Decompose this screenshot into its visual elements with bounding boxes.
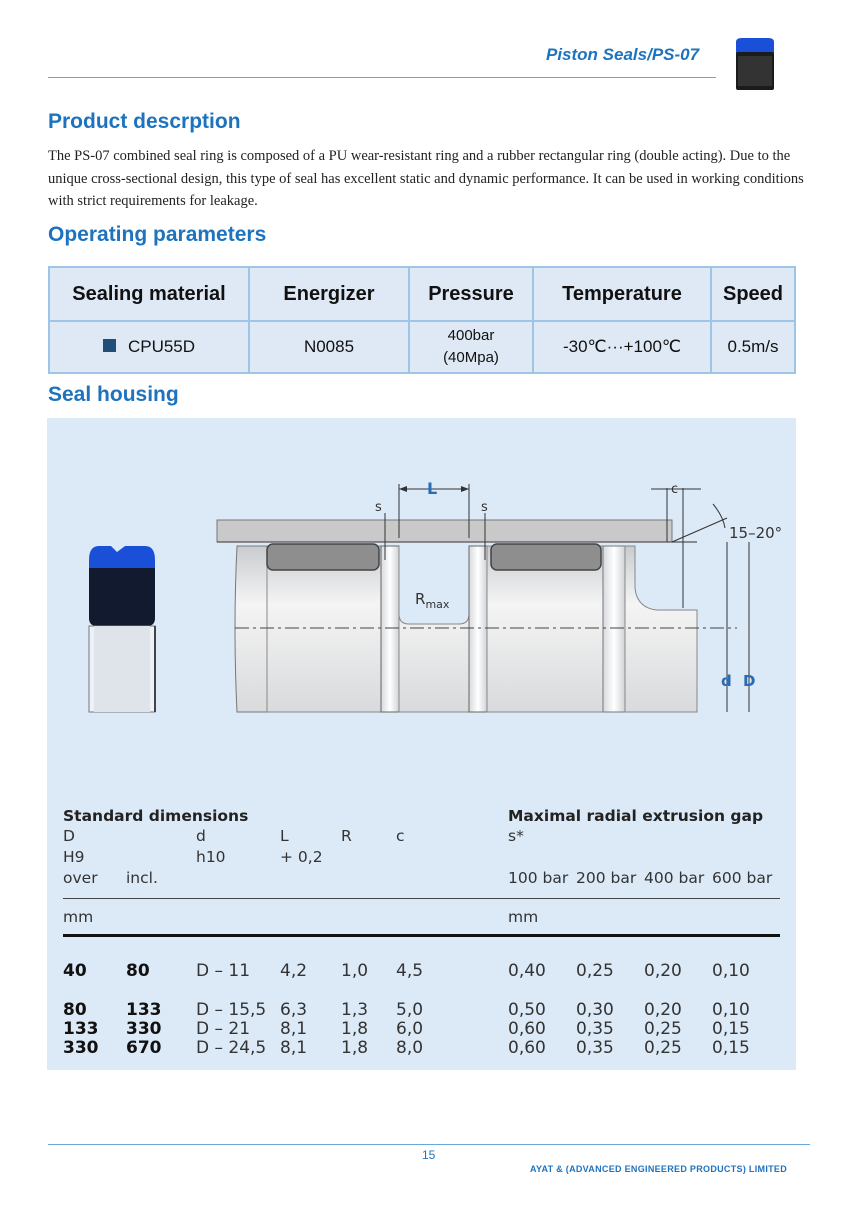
cell-temperature: -30℃···+100℃ — [533, 321, 711, 373]
description-text: The PS-07 combined seal ring is composed of a PU wear-resistant ring and a rubber rectangular ring (double acting). Due to the unique cross-sectional design, this type of seal has excellent static and dynamic performance. It can be used in working conditions with strict requirements for leakage. — [48, 148, 804, 209]
seal-profile-icon — [734, 36, 776, 92]
col-over: over — [63, 869, 98, 887]
header-temperature: Temperature — [533, 267, 711, 321]
page-number: 15 — [422, 1148, 436, 1162]
seal-side-profile — [89, 546, 155, 712]
label-d: d — [721, 672, 732, 690]
dims-rule-thick — [63, 934, 780, 937]
label-L: L — [427, 479, 438, 498]
header-title: Piston Seals/PS-07 — [546, 45, 700, 64]
pressure-mpa: (40Mpa) — [443, 349, 499, 366]
housing-drawing — [47, 418, 796, 748]
pressure-600: 600 bar — [712, 869, 773, 887]
operating-parameters-table — [48, 266, 796, 374]
header-pressure: Pressure — [409, 267, 533, 321]
label-D: D — [743, 672, 756, 690]
cell-speed: 0.5m/s — [711, 321, 795, 373]
cell-material — [49, 321, 249, 373]
col-D-tol: H9 — [63, 848, 85, 866]
pressure-bar: 400bar — [447, 327, 495, 344]
col-R: R — [341, 827, 352, 845]
header-divider — [48, 77, 716, 78]
label-c: c — [671, 482, 679, 497]
housing-heading: Seal housing — [48, 383, 179, 406]
col-c: c — [396, 827, 405, 845]
cell-pressure — [409, 321, 533, 373]
unit-right: mm — [508, 908, 539, 926]
label-angle: 15–20° — [729, 524, 783, 542]
header-speed: Speed — [711, 267, 795, 321]
cell-energizer: N0085 — [249, 321, 409, 373]
unit-left: mm — [63, 908, 94, 926]
standard-dimensions-title: Standard dimensions — [63, 807, 249, 825]
extrusion-gap-title: Maximal radial extrusion gap — [508, 807, 764, 825]
label-s-right: s — [481, 500, 488, 515]
footer-divider — [48, 1144, 810, 1145]
label-s-left: s — [375, 500, 382, 515]
pressure-200: 200 bar — [576, 869, 637, 887]
pressure-400: 400 bar — [644, 869, 705, 887]
col-L-tol: + 0,2 — [280, 848, 323, 866]
col-d: d — [196, 827, 206, 845]
col-d-tol: h10 — [196, 848, 226, 866]
col-incl: incl. — [126, 869, 158, 887]
material-value: CPU55D — [127, 337, 196, 356]
header-energizer: Energizer — [249, 267, 409, 321]
col-s: s* — [508, 827, 524, 845]
dims-rule-thin — [63, 898, 780, 899]
description-heading: Product descrption — [48, 110, 241, 133]
square-bullet-icon — [103, 339, 116, 352]
seal-housing-panel: L s s c 15–20° $R_{max}$ d D Standard dimensions Maximal radial extrusion gap D H9 over incl. d h10 L + 0,2 R c s* 100 bar 200 bar 400 bar 600 bar mm mm 40 80 D – 11 4,2 1,0 4,5 0,40 0,25 0,20 0,10 80 133 D – 15,5 6,3 1,3 5,0 0,50 0,30 0,20 0,10 133 330 D – 21 8,1 1,8 6,0 0,60 0,35 0,25 0,15 330 670 D – 24,5 8,1 1,8 8,0 0,60 0,35 0,25 0,15 — [47, 418, 796, 1070]
pressure-100: 100 bar — [508, 869, 569, 887]
header-sealing-material: Sealing material — [49, 267, 249, 321]
col-L: L — [280, 827, 289, 845]
col-D: D — [63, 827, 75, 845]
label-R: $R_{max}$ — [415, 590, 450, 611]
operating-heading: Operating parameters — [48, 223, 267, 246]
company-name: AYAT & (ADVANCED ENGINEERED PRODUCTS) LIMITED — [530, 1164, 788, 1174]
